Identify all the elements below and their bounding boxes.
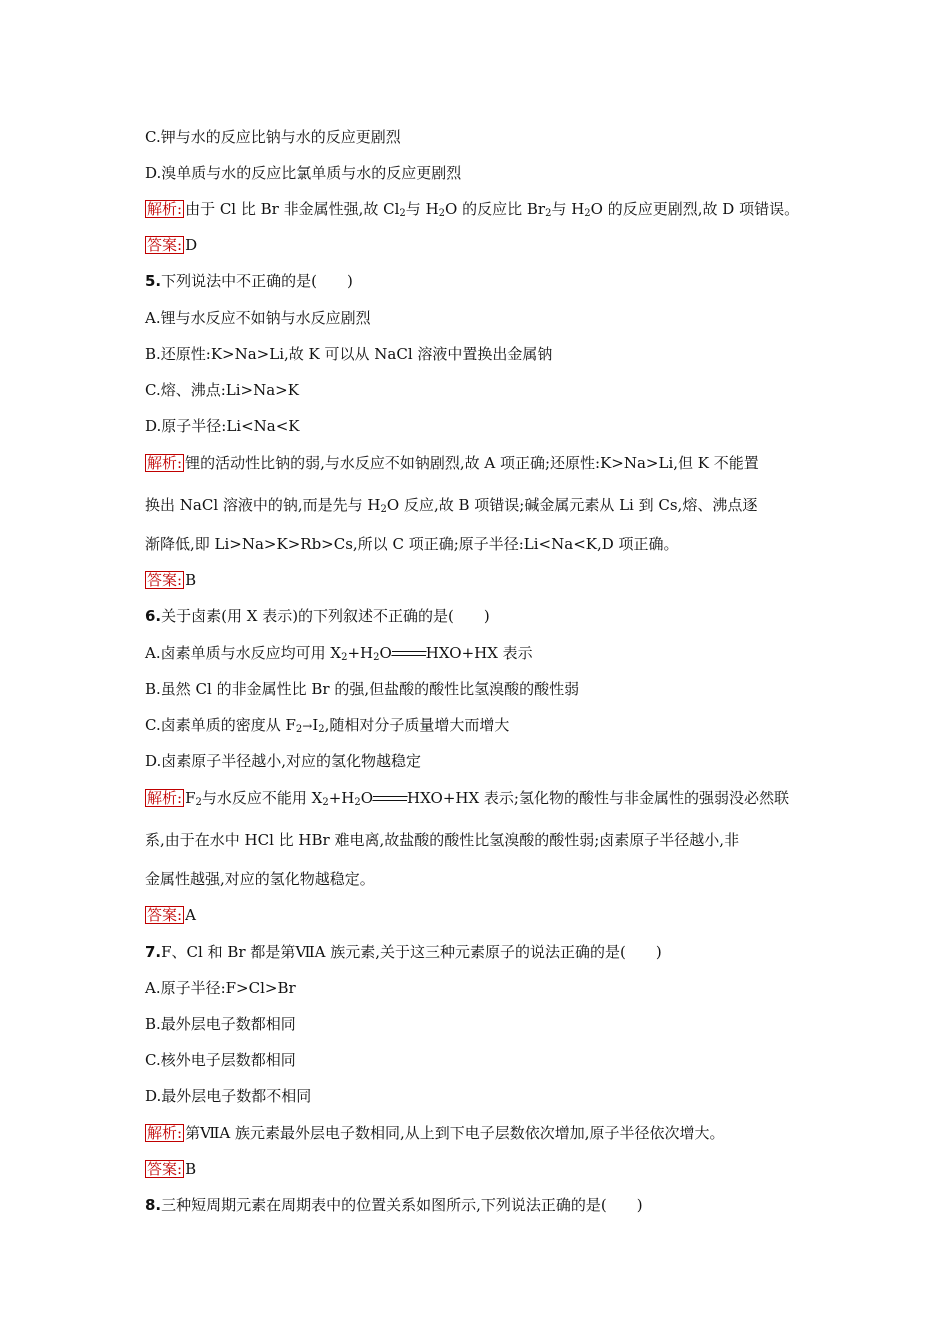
q7-analysis: 解析: 第ⅦA 族元素最外层电子数相同,从上到下电子层数依次增加,原子半径依次增大。 [147,1124,725,1142]
q4-option-d: D.溴单质与水的反应比氯单质与水的反应更剧烈 [145,164,462,182]
q6-number: 6. [145,607,162,625]
analysis-tag: 解析: [147,200,183,218]
q8-number: 8. [145,1196,162,1214]
analysis-tag: 解析: [147,789,183,807]
q4-option-c: C.钾与水的反应比钠与水的反应更剧烈 [145,128,401,146]
q5-option-a: A.锂与水反应不如钠与水反应剧烈 [145,309,371,327]
q7-number: 7. [145,943,162,961]
q6-option-d: D.卤素原子半径越小,对应的氢化物越稳定 [145,752,422,770]
q6-answer: 答案: A [147,906,196,924]
q6-analysis-line1: 解析: $F_2$与水反应不能用 $X_2+H_2O$ HXO+HX 表示;氢化物的酸性与非金属性的强弱没必然联 [147,789,789,808]
q5-number: 5. [145,272,162,290]
q5-analysis-line1: 解析: 锂的活动性比钠的弱,与水反应不如钠剧烈,故 A 项正确;还原性:K>Na>Li,但 K 不能置 [147,454,759,472]
equilibrium-arrow-icon [373,792,407,806]
q4-analysis: 解析: 由于 Cl 比 Br 非金属性强,故 $Cl_2$与 $H_2O$ 的反应比 $Br_2$与 $H_2O$ 的反应更剧烈,故 D 项错误。 [147,200,800,219]
answer-tag: 答案: [147,1160,183,1178]
q6-stem: 6.关于卤素(用 X 表示)的下列叙述不正确的是( ) [145,607,490,625]
right-arrow-icon: → [302,719,313,733]
q7-option-a: A.原子半径:F>Cl>Br [145,979,296,997]
q7-answer: 答案: B [147,1160,197,1178]
q6-option-c: C.卤素单质的密度从 $F_2\to I_2$,随相对分子质量增大而增大 [145,716,510,735]
answer-tag: 答案: [147,236,183,254]
q5-answer: 答案: B [147,571,197,589]
q7-option-c: C.核外电子层数都相同 [145,1051,296,1069]
q7-option-d: D.最外层电子数都不相同 [145,1087,312,1105]
q7-stem: 7.F、Cl 和 Br 都是第ⅦA 族元素,关于这三种元素原子的说法正确的是( ) [145,943,662,961]
analysis-tag: 解析: [147,1124,183,1142]
q5-analysis-line3: 渐降低,即 Li>Na>K>Rb>Cs,所以 C 项正确;原子半径:Li<Na<K,D 项正确。 [145,535,679,553]
q5-stem: 5.下列说法中不正确的是( ) [145,272,353,290]
q5-option-d: D.原子半径:Li<Na<K [145,417,300,435]
q5-option-c: C.熔、沸点:Li>Na>K [145,381,299,399]
q6-analysis-line2: 系,由于在水中 HCl 比 HBr 难电离,故盐酸的酸性比氢溴酸的酸性弱;卤素原子半径越小,非 [145,831,740,849]
answer-tag: 答案: [147,906,183,924]
q6-option-a: A.卤素单质与水反应均可用 $X_2+H_2O$ HXO+HX 表示 [145,644,533,663]
q5-analysis-line2: 换出 NaCl 溶液中的钠,而是先与 $H_2O$ 反应,故 B 项错误;碱金属元素从 Li 到 Cs,熔、沸点逐 [145,496,758,515]
q5-option-b: B.还原性:K>Na>Li,故 K 可以从 NaCl 溶液中置换出金属钠 [145,345,553,363]
q6-option-b: B.虽然 Cl 的非金属性比 Br 的强,但盐酸的酸性比氢溴酸的酸性弱 [145,680,580,698]
q8-stem: 8.三种短周期元素在周期表中的位置关系如图所示,下列说法正确的是( ) [145,1196,643,1214]
equilibrium-arrow-icon [392,647,426,661]
q7-option-b: B.最外层电子数都相同 [145,1015,296,1033]
q6-analysis-line3: 金属性越强,对应的氢化物越稳定。 [145,870,375,888]
answer-tag: 答案: [147,571,183,589]
analysis-tag: 解析: [147,454,183,472]
q4-answer: 答案: D [147,236,198,254]
